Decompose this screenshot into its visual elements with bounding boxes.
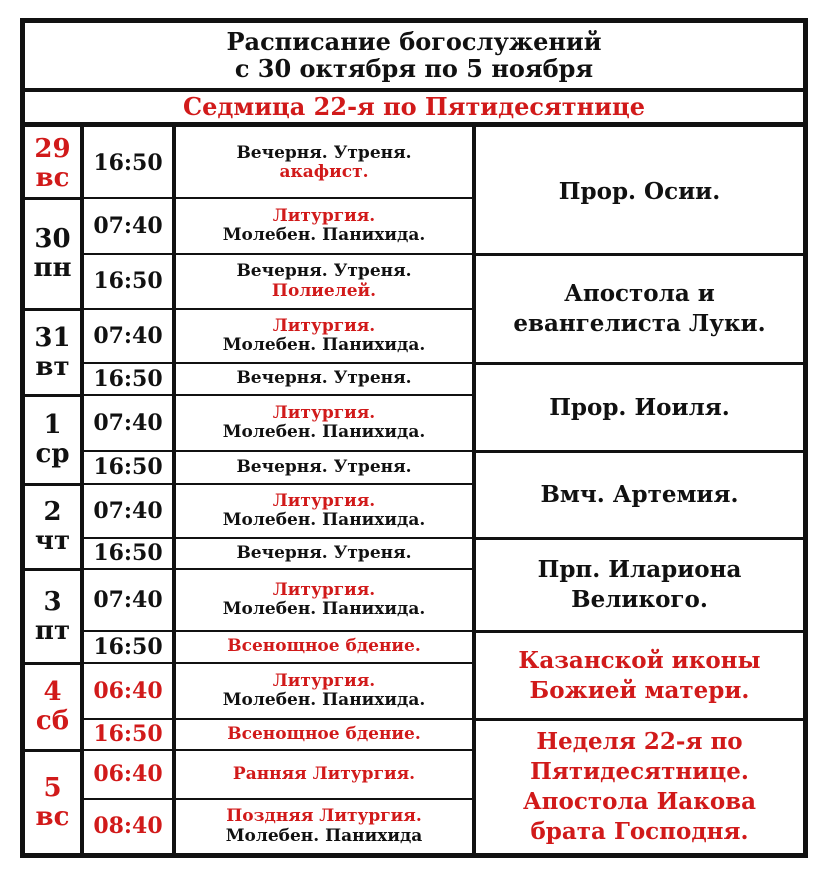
service-cell bbox=[176, 255, 472, 308]
service-name: Литургия. bbox=[272, 579, 376, 600]
service-cell bbox=[176, 199, 472, 253]
feast-name-line-2: Великого. bbox=[571, 586, 708, 613]
day-of-week: вс bbox=[35, 162, 70, 193]
feast-cell bbox=[476, 365, 803, 450]
service-name: Литургия. bbox=[272, 402, 376, 423]
service-time: 16:50 bbox=[93, 454, 163, 481]
day-cell bbox=[25, 311, 80, 394]
service-cell bbox=[176, 485, 472, 537]
time-cell bbox=[84, 720, 172, 749]
service-name-line-2: Молебен. Панихида. bbox=[222, 510, 426, 530]
service-name: Литургия. bbox=[272, 670, 376, 691]
service-cell bbox=[176, 664, 472, 718]
service-time: 07:40 bbox=[93, 497, 163, 524]
feast-cell bbox=[476, 256, 803, 362]
service-time: 16:50 bbox=[93, 540, 163, 567]
service-cell bbox=[176, 720, 472, 749]
day-of-week: ср bbox=[35, 439, 70, 469]
time-cell bbox=[84, 485, 172, 537]
service-time: 08:40 bbox=[93, 813, 163, 840]
service-time: 16:50 bbox=[93, 365, 163, 392]
day-cell bbox=[25, 486, 80, 568]
feast-name-line-4: брата Господня. bbox=[530, 817, 749, 845]
service-time: 16:50 bbox=[93, 149, 163, 176]
feast-cell bbox=[476, 453, 803, 537]
day-cell bbox=[25, 665, 80, 749]
day-of-week: вт bbox=[35, 351, 70, 382]
service-name: Вечерня. Утреня. bbox=[236, 368, 412, 389]
day-number: 2 bbox=[43, 497, 62, 528]
day-cell bbox=[25, 752, 80, 853]
time-cell bbox=[84, 199, 172, 253]
service-name: Вечерня. Утреня. bbox=[236, 261, 412, 282]
service-name: Всенощное бдение. bbox=[227, 636, 421, 657]
service-cell bbox=[176, 751, 472, 798]
service-name: Всенощное бдение. bbox=[227, 723, 421, 744]
feast-name-line-2: Божией матери. bbox=[529, 676, 750, 704]
feast-cell bbox=[476, 130, 803, 253]
service-name-line-2: Полиелей. bbox=[271, 280, 377, 301]
feast-name-line-1: Прп. Илариона bbox=[537, 556, 742, 584]
day-number: 31 bbox=[34, 322, 71, 353]
day-cell bbox=[25, 130, 80, 197]
service-name-line-2: Молебен. Панихида. bbox=[222, 599, 426, 619]
feast-name-line-3: Апостола Иакова bbox=[522, 788, 757, 815]
service-cell bbox=[176, 396, 472, 450]
feast-name-line-2: евангелиста Луки. bbox=[513, 310, 766, 337]
service-name-line-2: Молебен. Панихида. bbox=[222, 335, 426, 355]
service-time: 07:40 bbox=[93, 409, 163, 436]
title-line-2: с 30 октября по 5 ноября bbox=[234, 54, 594, 83]
service-cell bbox=[176, 539, 472, 568]
service-name-line-2: Молебен. Панихида. bbox=[222, 690, 426, 710]
service-time: 07:40 bbox=[93, 322, 163, 349]
service-time: 16:50 bbox=[93, 721, 163, 748]
page-title bbox=[25, 24, 803, 88]
feast-name-line-1: Прор. Осии. bbox=[558, 177, 721, 205]
service-cell bbox=[176, 570, 472, 630]
day-number: 30 bbox=[34, 224, 71, 255]
service-name-line-2: акафист. bbox=[279, 162, 369, 182]
day-cell bbox=[25, 571, 80, 662]
time-cell bbox=[84, 570, 172, 630]
feast-name-line-1: Апостола и bbox=[564, 280, 715, 308]
week-label: Седмица 22-я по Пятидесятнице bbox=[183, 91, 645, 121]
feast-name-line-1: Прор. Иоиля. bbox=[549, 393, 730, 421]
service-name-line-2: Молебен. Панихида bbox=[225, 825, 423, 846]
service-time: 16:50 bbox=[93, 633, 163, 660]
title-line-1: Расписание богослужений bbox=[226, 27, 602, 57]
service-time: 06:40 bbox=[93, 677, 163, 704]
week-title bbox=[25, 92, 803, 122]
day-of-week: вс bbox=[35, 801, 70, 832]
service-name: Вечерня. Утреня. bbox=[236, 456, 412, 477]
day-number: 1 bbox=[43, 410, 62, 441]
time-cell bbox=[84, 800, 172, 853]
feast-name-line-1: Вмч. Артемия. bbox=[540, 481, 739, 509]
service-cell bbox=[176, 800, 472, 853]
service-time: 16:50 bbox=[93, 268, 163, 295]
time-cell bbox=[84, 452, 172, 483]
time-cell bbox=[84, 129, 172, 197]
service-cell bbox=[176, 129, 472, 197]
day-cell bbox=[25, 397, 80, 483]
day-of-week: пт bbox=[34, 615, 71, 646]
time-cell bbox=[84, 255, 172, 308]
service-time: 06:40 bbox=[93, 761, 163, 788]
feast-cell bbox=[476, 721, 803, 853]
day-number: 5 bbox=[43, 772, 62, 803]
time-cell bbox=[84, 310, 172, 362]
service-cell bbox=[176, 364, 472, 394]
feast-name-line-1: Казанской иконы bbox=[518, 646, 761, 674]
service-name: Вечерня. Утреня. bbox=[236, 542, 412, 563]
day-of-week: пн bbox=[33, 253, 72, 283]
day-of-week: сб bbox=[35, 706, 70, 736]
time-cell bbox=[84, 751, 172, 798]
service-name: Литургия. bbox=[272, 490, 376, 511]
service-name: Вечерня. Утреня. bbox=[236, 142, 412, 163]
time-cell bbox=[84, 539, 172, 568]
feast-name-line-1: Неделя 22-я по bbox=[536, 728, 743, 756]
day-of-week: чт bbox=[34, 526, 71, 556]
day-number: 29 bbox=[34, 133, 71, 164]
service-cell bbox=[176, 310, 472, 362]
header-bottom-divider bbox=[25, 122, 803, 127]
service-time: 07:40 bbox=[93, 212, 163, 239]
day-number: 4 bbox=[43, 677, 62, 708]
service-name: Литургия. bbox=[272, 205, 376, 226]
service-time: 07:40 bbox=[93, 586, 163, 613]
feast-cell bbox=[476, 540, 803, 630]
time-cell bbox=[84, 364, 172, 394]
feast-name-line-2: Пятидесятнице. bbox=[530, 758, 749, 786]
time-cell bbox=[84, 396, 172, 450]
day-cell bbox=[25, 200, 80, 308]
service-name: Литургия. bbox=[272, 315, 376, 336]
feast-cell bbox=[476, 633, 803, 718]
service-name-line-2: Молебен. Панихида. bbox=[222, 225, 426, 245]
service-name: Ранняя Литургия. bbox=[232, 763, 416, 784]
day-number: 3 bbox=[43, 586, 62, 617]
service-name: Поздняя Литургия. bbox=[226, 806, 422, 827]
service-cell bbox=[176, 452, 472, 483]
time-cell bbox=[84, 664, 172, 718]
service-name-line-2: Молебен. Панихида. bbox=[222, 422, 426, 442]
time-cell bbox=[84, 632, 172, 662]
service-cell bbox=[176, 632, 472, 662]
